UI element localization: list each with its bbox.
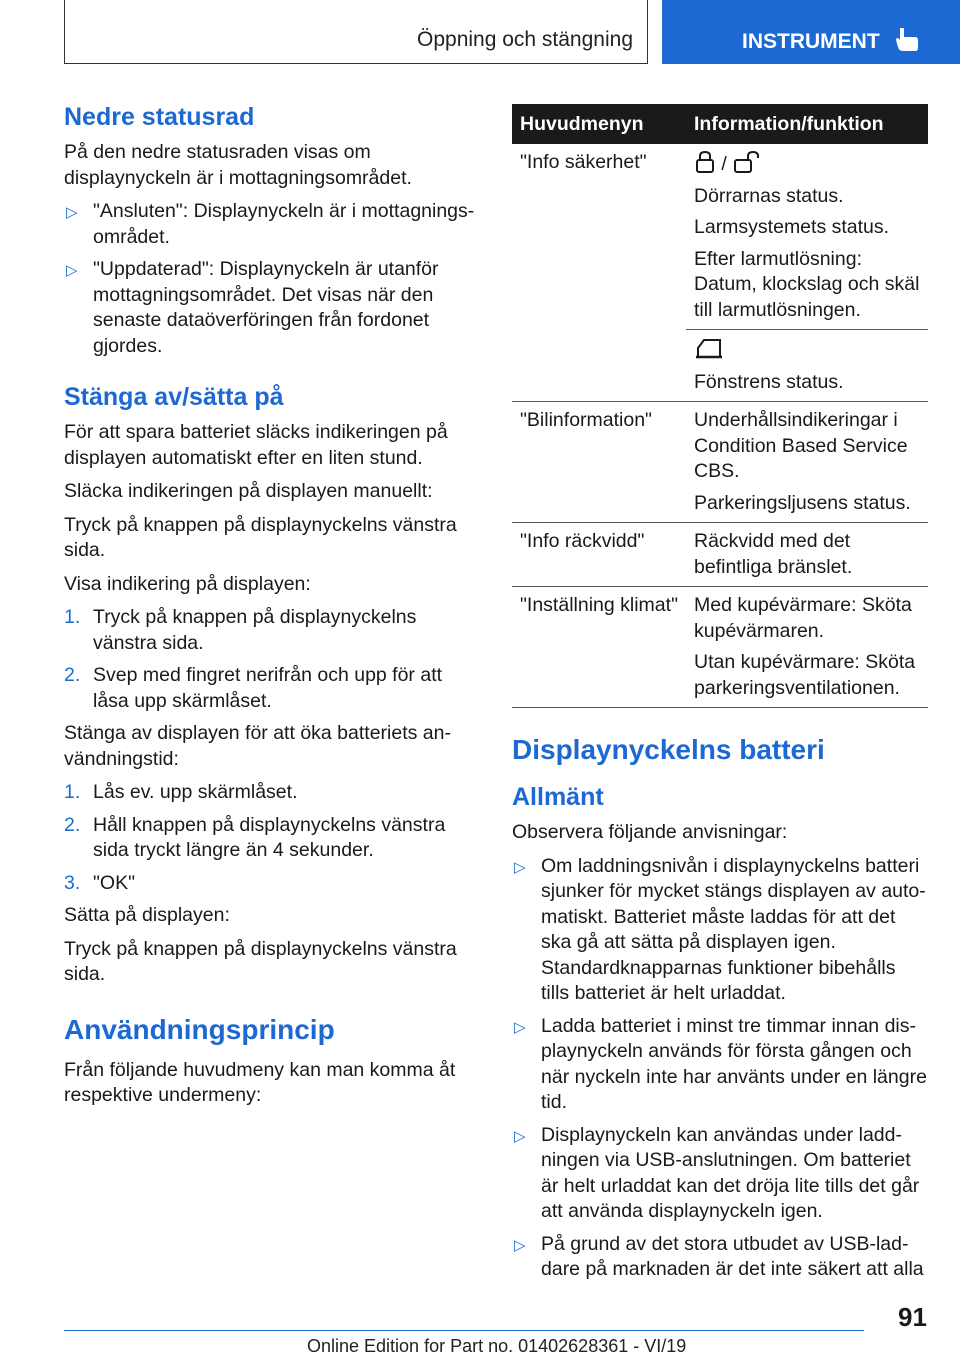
footer-divider xyxy=(64,1330,864,1331)
lock-open-icon xyxy=(732,150,762,174)
paragraph: På den nedre statusraden visas om displaynyckeln är i mottagningsområdet. xyxy=(64,141,412,189)
info-cell xyxy=(686,587,928,708)
header-frame xyxy=(64,0,648,64)
list-item: 2. Svep med fingret nerifrån och upp för att låsa upp skärmlåset. xyxy=(64,664,443,712)
paragraph: Observera följande anvisningar: xyxy=(512,821,788,843)
paragraph: För att spara batteriet släcks indikeringen på displayen automatiskt efter en liten stund. xyxy=(64,421,448,469)
list-item: 3. "OK" xyxy=(64,871,136,894)
steps-visa xyxy=(64,605,476,714)
menu-cell: "Info räckvidd" xyxy=(512,523,686,587)
heading-nedre-statusrad: Nedre statusrad xyxy=(64,103,255,131)
triangle-bullet-icon: ▷ xyxy=(514,1236,526,1254)
list-item: ▷ "Ansluten": Displaynyckeln är i mottagningsområdet. xyxy=(66,200,475,248)
info-line: Parkeringsljusens status. xyxy=(694,491,911,514)
chapter-tab-label: INSTRUMENT xyxy=(742,30,880,53)
menu-cell: "Info säkerhet" xyxy=(512,144,686,402)
column-header: Huvudmenyn xyxy=(512,104,686,144)
info-cell xyxy=(686,523,928,587)
battery-list xyxy=(512,854,928,1283)
menu-table xyxy=(512,104,928,708)
paragraph: Från följande huvudmeny kan man komma åt respektive undermeny: xyxy=(64,1058,456,1106)
paragraph: Sätta på displayen: xyxy=(64,904,230,926)
list-item: ▷ Displaynyckeln kan användas under laddningen via USB-anslutningen. Om batteriet är helt urladdat kan det dröja lite tills det går att använda displaynyckeln igen. xyxy=(514,1123,920,1222)
info-line: Räckvidd med det befintliga bränslet. xyxy=(694,530,853,578)
list-item: 2. Håll knappen på displaynyckelns vänstra sida tryckt längre än 4 sekunder. xyxy=(64,813,446,861)
lock-closed-icon xyxy=(694,150,716,174)
table-row xyxy=(512,402,928,523)
paragraph: Visa indikering på displayen: xyxy=(64,572,311,595)
table-row xyxy=(512,144,928,330)
heading-allmant: Allmänt xyxy=(512,783,604,811)
info-cell xyxy=(686,402,928,523)
list-item: 1. Lås ev. upp skärmlåset. xyxy=(64,781,298,803)
column-header: Information/funktion xyxy=(686,104,928,144)
info-line: Efter larmutlösning: Datum, klockslag och skäl till larmutlösningen. xyxy=(694,247,920,321)
info-line: Utan kupévärmare: Sköta parkeringsventilationen. xyxy=(694,651,916,699)
triangle-bullet-icon: ▷ xyxy=(66,262,78,279)
menu-cell: "Inställning klimat" xyxy=(512,587,686,708)
left-column xyxy=(64,100,476,1117)
list-item: ▷ "Uppdaterad": Displaynyckeln är utanför mottagningsområdet. Det visas när den senaste dataöverföringen från fordonet gjordes. xyxy=(66,258,439,357)
info-line: Underhållsindikeringar i Condition Based Service CBS. xyxy=(694,409,908,482)
chapter-tab[interactable] xyxy=(662,0,960,64)
list-item: ▷ På grund av det stora utbudet av USB-laddare på marknaden är det inte säkert att alla xyxy=(514,1232,924,1280)
table-header-row xyxy=(512,104,928,144)
heading-batteri: Displaynyckelns batteri xyxy=(512,734,825,765)
heading-stanga-av: Stänga av/sätta på xyxy=(64,383,284,411)
right-column xyxy=(512,100,928,1290)
table-row xyxy=(512,587,928,708)
paragraph: Tryck på knappen på displaynyckelns vänstra sida. xyxy=(64,937,457,985)
edition-note: Online Edition for Part no. 01402628361 - VI/19 xyxy=(307,1336,687,1356)
paragraph: Stänga av displayen för att öka batteriets användningstid: xyxy=(64,722,451,770)
table-row xyxy=(512,523,928,587)
heading-anvandningsprincip: Användningsprincip xyxy=(64,1013,335,1045)
info-cell: / Dörrarnas status. Larmsystemets status. Efter larmutlösning: Datum, klockslag och skäl till larmutlösningen. xyxy=(686,144,928,330)
triangle-bullet-icon: ▷ xyxy=(66,204,78,221)
page-number: 91 xyxy=(898,1302,927,1332)
section-title: Öppning och stängning xyxy=(417,28,633,51)
info-line: Fönstrens status. xyxy=(694,370,844,393)
triangle-bullet-icon: ▷ xyxy=(514,1127,526,1145)
window-icon xyxy=(694,336,724,360)
triangle-bullet-icon: ▷ xyxy=(514,1018,526,1036)
list-item: ▷ Om laddningsnivån i displaynyckelns batteri sjunker för mycket stängs displayen av automatiskt. Batteriet måste laddas för att det ska gå att sätta på displayen igen. Standardknapparnas funktioner bibehålls tills batteriet är helt urladdat. xyxy=(514,854,926,1004)
paragraph: Släcka indikeringen på displayen manuellt: xyxy=(64,480,433,502)
statusrad-list xyxy=(64,199,476,359)
info-line: Larmsystemets status. xyxy=(694,216,890,238)
pointing-hand-icon xyxy=(894,24,920,52)
paragraph: Tryck på knappen på displaynyckelns vänstra sida. xyxy=(64,513,457,561)
steps-av xyxy=(64,780,476,896)
list-item: ▷ Ladda batteriet i minst tre timmar innan displaynyckeln används för första gången och när nyckeln inte har använts under en längre tid. xyxy=(514,1014,927,1113)
menu-cell: "Bilinformation" xyxy=(512,402,686,523)
info-cell xyxy=(686,330,928,402)
info-line: Dörrarnas status. xyxy=(694,184,844,207)
triangle-bullet-icon: ▷ xyxy=(514,858,526,876)
info-line: Med kupévärmare: Sköta kupévärmaren. xyxy=(694,594,912,642)
list-item: 1. Tryck på knappen på displaynyckelns vänstra sida. xyxy=(64,606,417,654)
